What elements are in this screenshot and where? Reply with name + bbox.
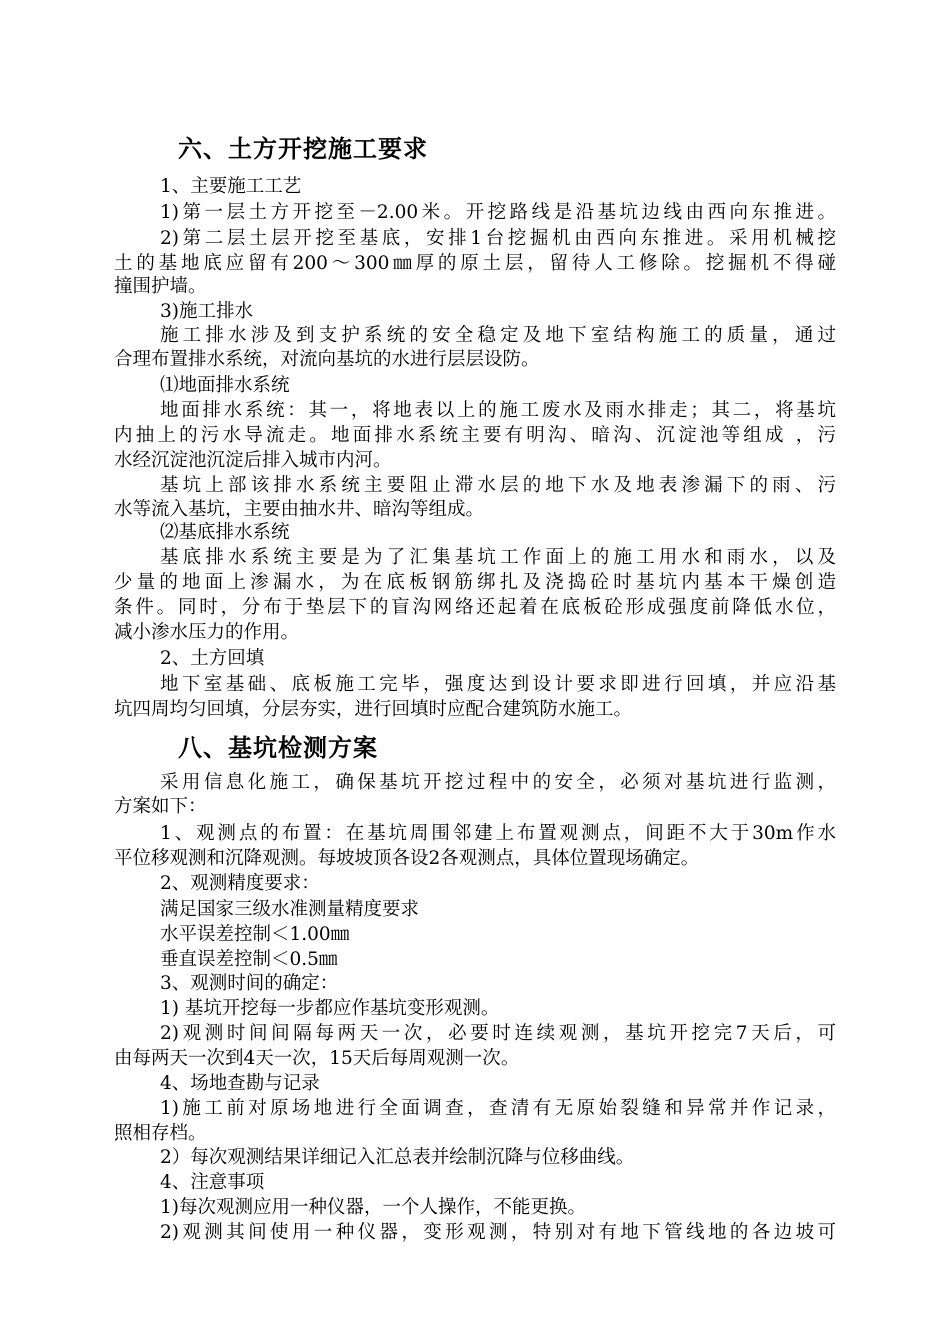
s6-line-18: 减小渗水压力的作用。 [114,622,300,643]
s8-line-7: 垂直误差控制＜0.5㎜ [160,949,338,970]
s8-line-13: 1)施工前对原场地进行全面调查，查清有无原始裂缝和异常并作记录， [160,1098,836,1119]
s8-line-11: 由每两天一次到4天一次，15天后每周观测一次。 [114,1048,520,1069]
s8-line-9: 1) 基坑开挖每一步都应作基坑变形观测。 [160,998,500,1019]
s6-line-13: 水等流入基坑，主要由抽水井、暗沟等组成。 [114,499,485,520]
s6-line-16: 少量的地面上渗漏水，为在底板钢筋绑扎及浇捣砼时基坑内基本干燥创造 [114,572,836,593]
s6-line-12: 基坑上部该排水系统主要阻止滞水层的地下水及地表渗漏下的雨、污 [160,475,836,496]
s8-line-14: 照相存档。 [114,1123,207,1144]
s6-line-0: 1、主要施工工艺 [160,176,302,197]
s8-line-2: 1、观测点的布置：在基坑周围邻建上布置观测点，间距不大于30m作水 [160,823,836,844]
s6-line-6: 施工排水涉及到支护系统的安全稳定及地下室结构施工的质量，通过 [160,325,836,346]
s8-line-12: 4、场地查勘与记录 [160,1073,320,1094]
s8-line-10: 2)观测时间间隔每两天一次，必要时连续观测，基坑开挖完7天后，可 [160,1023,836,1044]
s8-line-18: 2)观测其间使用一种仪器，变形观测，特别对有地下管线地的各边坡可 [160,1222,836,1243]
s8-line-4: 2、观测精度要求： [160,873,320,894]
s6-line-4: 撞围护墙。 [114,276,207,297]
s8-line-5: 满足国家三级水准测量精度要求 [160,899,420,920]
s6-line-15: 基底排水系统主要是为了汇集基坑工作面上的施工用水和雨水，以及 [160,547,836,568]
s6-line-2: 2)第二层土层开挖至基底，安排1台挖掘机由西向东推进。采用机械挖 [160,228,836,249]
s6-line-11: 水经沉淀池沉淀后排入城市内河。 [114,450,392,471]
s8-line-8: 3、观测时间的确定： [160,973,339,994]
section-6-title: 六、土方开挖施工要求 [178,135,428,163]
s8-line-17: 1)每次观测应用一种仪器，一个人操作，不能更换。 [160,1197,586,1218]
s6-line-8: ⑴地面排水系统 [160,375,290,396]
s8-line-6: 水平误差控制＜1.00㎜ [160,924,350,945]
s8-line-15: 2）每次观测结果详细记入汇总表并绘制沉降与位移曲线。 [160,1147,635,1168]
s6-line-1: 1)第一层土方开挖至－2.00米。开挖路线是沿基坑边线由西向东推进。 [160,202,836,223]
s6-line-7: 合理布置排水系统，对流向基坑的水进行层层设防。 [114,349,540,370]
s6-line-21: 坑四周均匀回填，分层夯实，进行回填时应配合建筑防水施工。 [114,699,633,720]
s8-line-0: 采用信息化施工，确保基坑开挖过程中的安全，必须对基坑进行监测， [160,772,836,793]
s6-line-14: ⑵基底排水系统 [160,522,290,543]
s8-line-3: 平位移观测和沉降观测。每坡坡顶各设2各观测点，具体位置现场确定。 [114,848,700,869]
s8-line-16: 4、注意事项 [160,1172,265,1193]
s6-line-5: 3)施工排水 [160,301,253,322]
s8-line-1: 方案如下： [114,796,207,817]
s6-line-20: 地下室基础、底板施工完毕，强度达到设计要求即进行回填，并应沿基 [160,674,836,695]
s6-line-10: 内抽上的污水导流走。地面排水系统主要有明沟、暗沟、沉淀池等组成 ，污 [114,425,836,446]
s6-line-17: 条件。同时，分布于垫层下的盲沟网络还起着在底板砼形成强度前降低水位， [114,597,836,618]
s6-line-9: 地面排水系统：其一，将地表以上的施工废水及雨水排走；其二，将基坑 [160,400,836,421]
s6-line-3: 土的基地底应留有200～300㎜厚的原土层，留待人工修除。挖掘机不得碰 [114,253,836,274]
section-8-title: 八、基坑检测方案 [178,734,378,762]
s6-line-19: 2、土方回填 [160,648,265,669]
